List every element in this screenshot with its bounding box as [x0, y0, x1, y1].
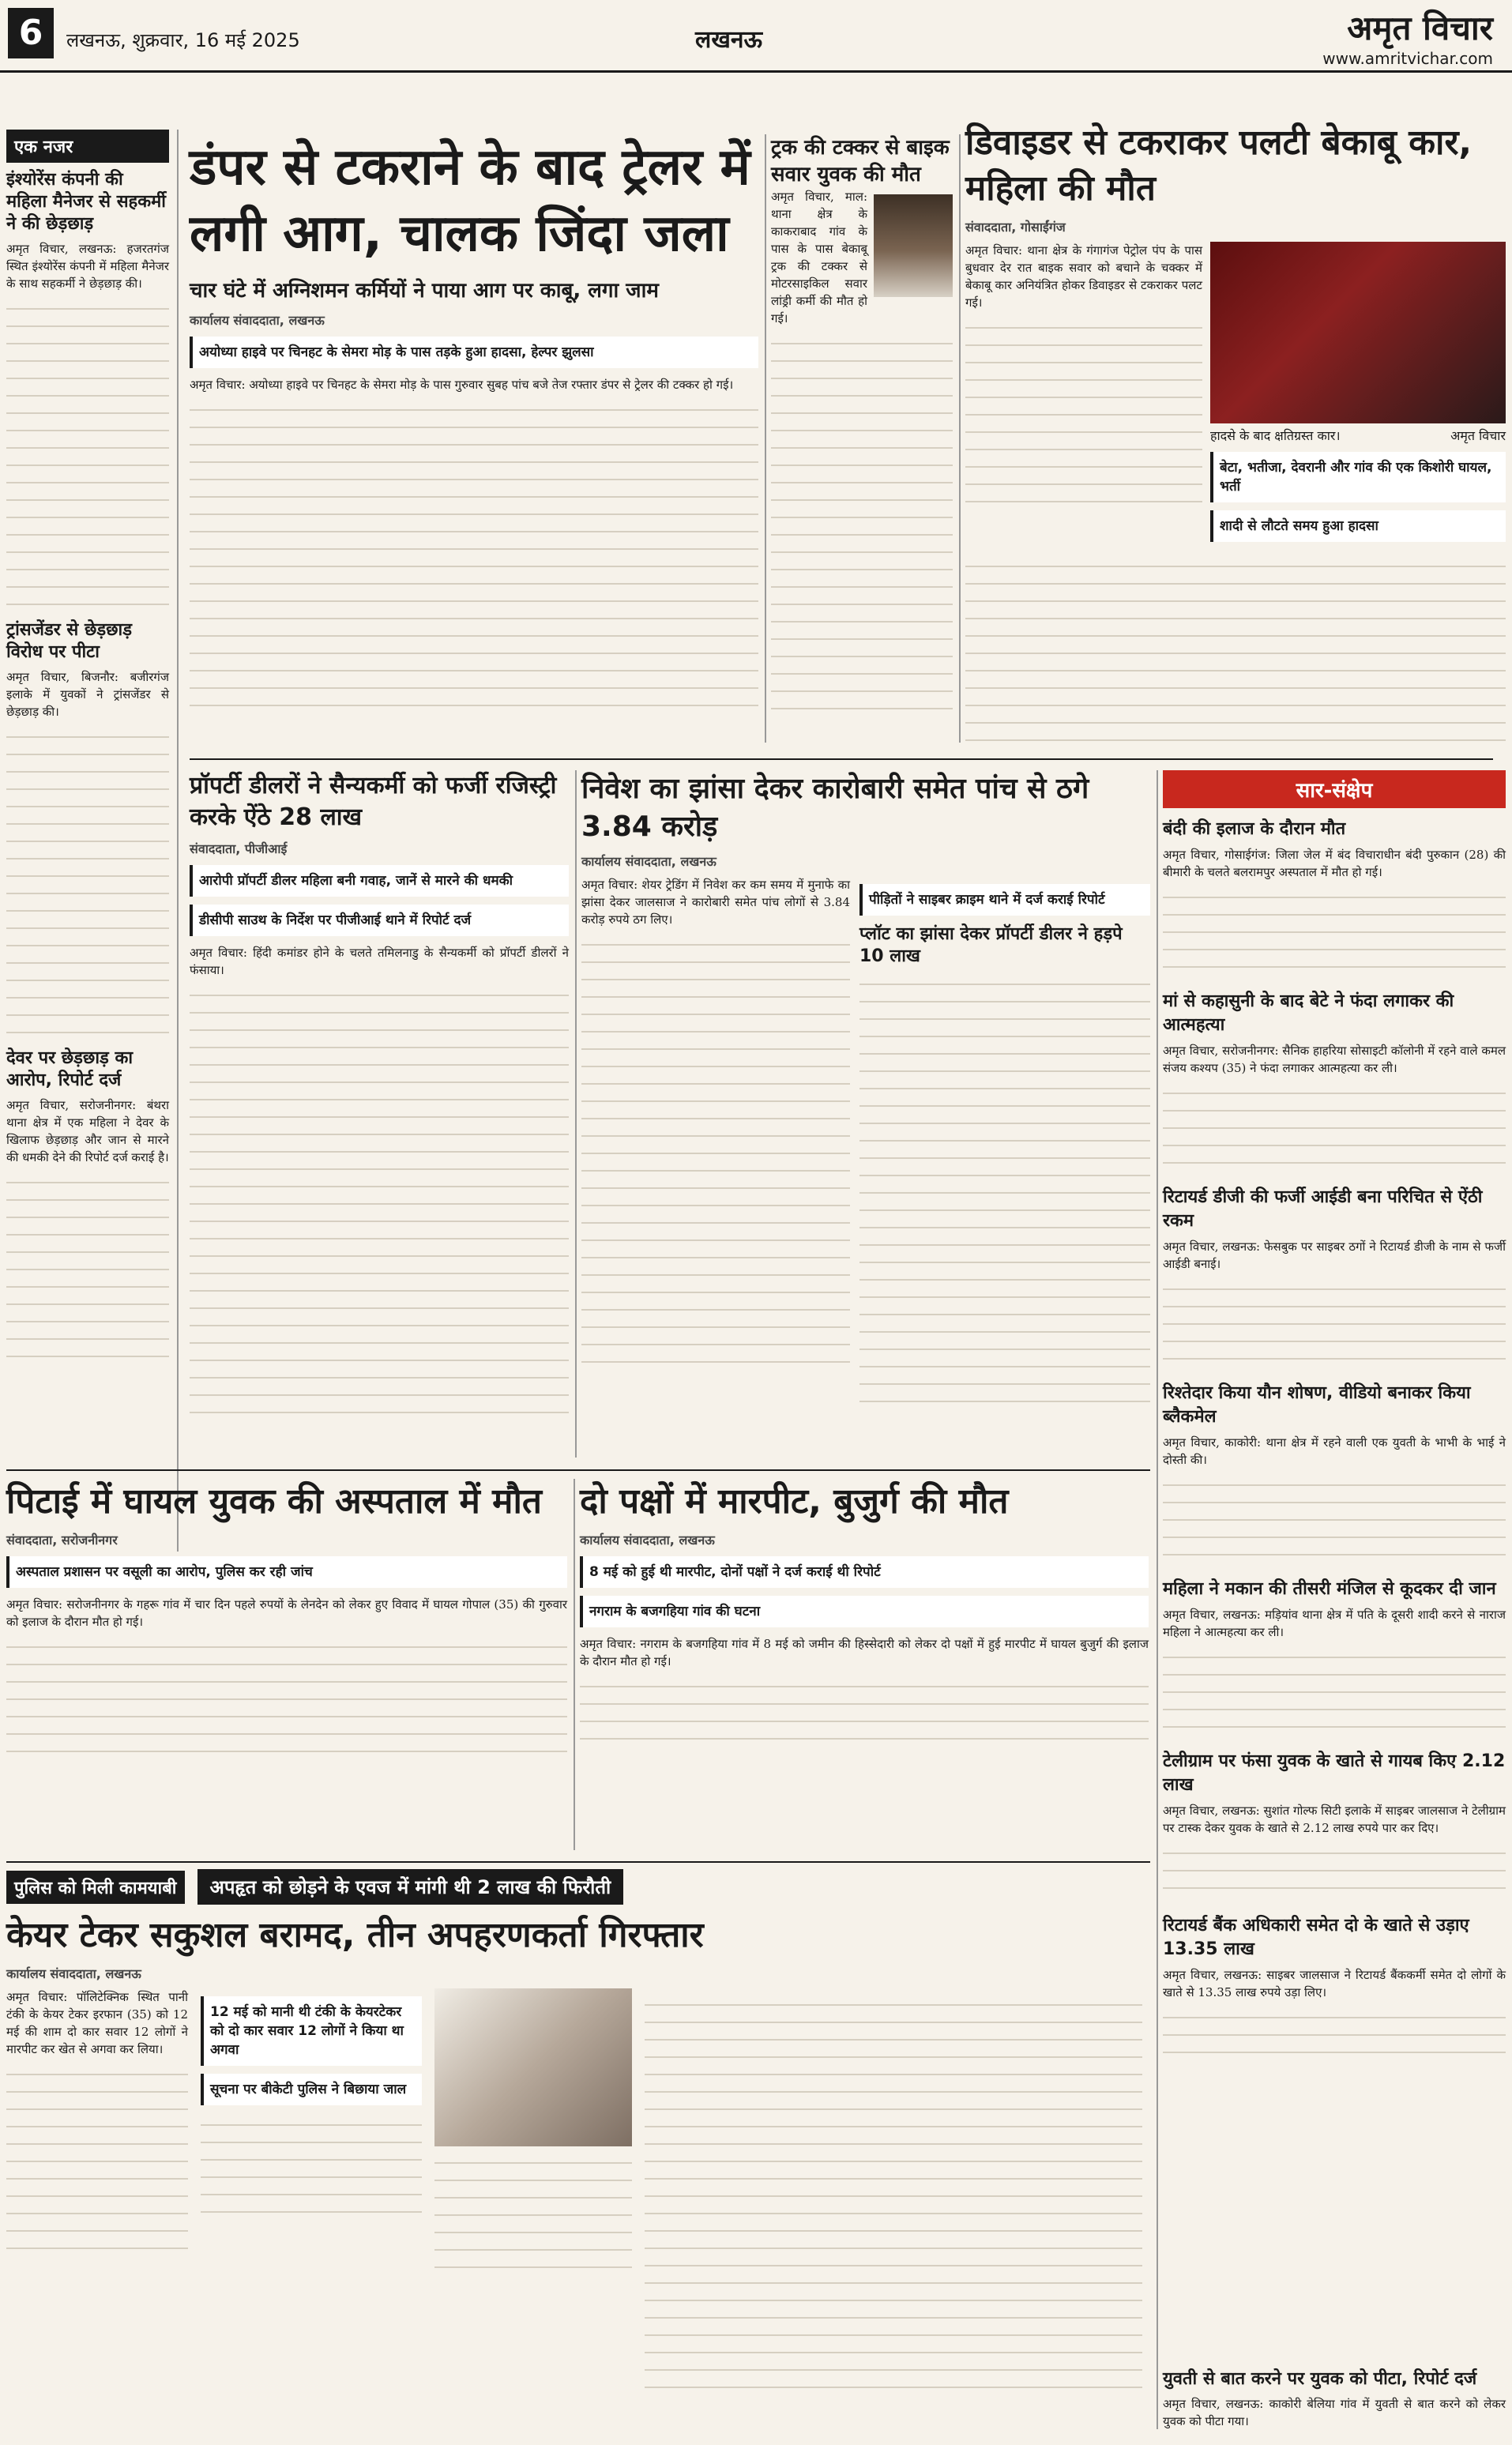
- lead-byline: कार्यालय संवाददाता, लखनऊ: [190, 313, 325, 328]
- sar-item-title: महिला ने मकान की तीसरी मंजिल से कूदकर दी जान: [1163, 1579, 1496, 1599]
- caretaker-story: [6, 1869, 1150, 2388]
- investment-body: अमृत विचार: शेयर ट्रेडिंग में निवेश कर कम समय में मुनाफे का झांसा देकर जालसाज ने कारोबारी समेत पांच लोगों से 3.84 करोड़ रुपये ठग लिए।: [581, 878, 850, 927]
- sar-item-title: रिश्तेदार किया यौन शोषण, वीडियो बनाकर किया ब्लैकमेल: [1163, 1383, 1471, 1427]
- property-body-lines: [190, 984, 569, 1426]
- caretaker-sidebar-2: सूचना पर बीकेटी पुलिस ने बिछाया जाल: [201, 2074, 422, 2105]
- beating-sidebar: अस्पताल प्रशासन पर वसूली का आरोप, पुलिस कर रही जांच: [6, 1556, 567, 1588]
- brief-lead: अमृत विचार, सरोजनीनगर: बंथरा थाना क्षेत्र में एक महिला ने देवर के खिलाफ छेड़छाड़ और जान से मारने की धमकी देने की रिपोर्ट दर्ज कराई है।: [6, 1098, 169, 1164]
- dateline: लखनऊ, शुक्रवार, 16 मई 2025: [66, 29, 300, 51]
- page-number: 6: [8, 8, 54, 58]
- city-label: लखनऊ: [695, 26, 763, 54]
- beating-body-lines: [6, 1635, 567, 1754]
- row-rule: [6, 1861, 1150, 1863]
- property-headline: प्रॉपर्टी डीलरों ने सैन्यकर्मी को फर्जी रजिस्ट्री करके ऐंठे 28 लाख: [190, 772, 557, 831]
- divider-byline: संवाददाता, गोसाईंगंज: [965, 220, 1066, 235]
- lead-body: अमृत विचार: अयोध्या हाइवे पर चिनहट के सेमरा मोड़ के पास गुरुवार सुबह पांच बजे तेज रफ्तार डंपर से ट्रेलर की टक्कर हो गई।: [190, 378, 734, 392]
- caretaker-headline: केयर टेकर सकुशल बरामद, तीन अपहरणकर्ता गिरफ्तार: [6, 1915, 704, 1955]
- investment-col: [581, 876, 850, 1415]
- lead-body-lines: [190, 398, 758, 714]
- caretaker-photo-col: [434, 1988, 632, 2388]
- brief-body: [6, 297, 169, 613]
- youth-body: अमृत विचार, लखनऊ: काकोरी बेलिया गांव में युवती से बात करने को लेकर युवक को पीटा गया।: [1163, 2397, 1506, 2428]
- photo-caption: हादसे के बाद क्षतिग्रस्त कार।: [1210, 428, 1341, 443]
- youth-brief: [1163, 2362, 1506, 2430]
- divider-top: [965, 242, 1506, 550]
- divider-body-lines: [965, 316, 1202, 506]
- divider-body-col: [965, 242, 1202, 550]
- beating-story: [6, 1479, 567, 1754]
- brief-lead: अमृत विचार, लखनऊ: हजरतगंज स्थित इंश्योरेंस कंपनी में महिला मैनेजर के साथ सहकर्मी ने छेड़छाड़ की।: [6, 242, 169, 291]
- bike-story: [771, 134, 953, 711]
- brand-logo: अमृत विचार: [1347, 9, 1493, 47]
- sar-item-lead: अमृत विचार, सरोजनीनगर: सैनिक हाहरिया सोसाइटी कॉलोनी में रहने वाले कमल संजय कश्यप (35) ने फंदा लगाकर आत्महत्या कर ली।: [1163, 1044, 1506, 1075]
- brief-title: ट्रांसजेंडर से छेड़छाड़ विरोध पर पीटा: [6, 620, 133, 662]
- sar-item-body: [1163, 1473, 1506, 1568]
- sar-item-lead: अमृत विचार, काकोरी: थाना क्षेत्र में रहने वाली एक युवती के भाभी के भाई ने दोस्ती की।: [1163, 1435, 1506, 1467]
- clash-body: अमृत विचार: नगराम के बजगहिया गांव में 8 मई को जमीन की हिस्सेदारी को लेकर दो पक्षों में हुई मारपीट में घायल बुजुर्ग की इलाज के दौरान मौत हो गई।: [580, 1637, 1149, 1668]
- left-column: [6, 130, 179, 1552]
- column-rule: [574, 1479, 575, 1850]
- investment-body-row: [581, 876, 1150, 1415]
- investment-side-col: [859, 876, 1150, 1415]
- caretaker-body-lines: [201, 2113, 422, 2224]
- beating-headline: पिटाई में घायल युवक की अस्पताल में मौत: [6, 1481, 542, 1522]
- clash-sidebar-2: नगराम के बजगहिया गांव की घटना: [580, 1596, 1149, 1627]
- plot-body-lines: [859, 972, 1150, 1415]
- lead-deck: चार घंटे में अग्निशमन कर्मियों ने पाया आग पर काबू, लगा जाम: [190, 279, 659, 303]
- sar-item-title: बंदी की इलाज के दौरान मौत: [1163, 819, 1346, 839]
- investment-body-lines: [581, 933, 850, 1375]
- row-rule: [190, 758, 1493, 760]
- divider-headline: डिवाइडर से टकराकर पलटी बेकाबू कार, महिला की मौत: [965, 122, 1473, 209]
- site-url[interactable]: www.amritvichar.com: [1322, 49, 1493, 68]
- sar-item-body: [1163, 886, 1506, 980]
- divider-photo-col: [1210, 242, 1506, 550]
- photo-caption-row: [1210, 423, 1506, 444]
- caretaker-sidebar-1: 12 मई को मानी थी टंकी के केयरटेकर को दो कार सवार 12 लोगों ने किया था अगवा: [201, 1996, 422, 2066]
- sar-item-lead: अमृत विचार, लखनऊ: सुशांत गोल्फ सिटी इलाके में साइबर जालसाज ने टेलीग्राम पर टास्क देकर युवक के खाते से 2.12 लाख रुपये पार कर दिए।: [1163, 1804, 1506, 1835]
- caretaker-banner: अपहृत को छोड़ने के एवज में मांगी थी 2 लाख की फिरौती: [197, 1869, 624, 1905]
- handcuffs-photo: [434, 1988, 632, 2146]
- row-rule: [6, 1469, 1150, 1471]
- sar-item-title: मां से कहासुनी के बाद बेटे ने फंदा लगाकर की आत्महत्या: [1163, 991, 1454, 1035]
- sar-item-body: [1163, 1081, 1506, 1176]
- caretaker-side-col: [201, 1988, 422, 2388]
- bike-body-lines: [771, 332, 953, 711]
- caretaker-body: अमृत विचार: पॉलिटेक्निक स्थित पानी टंकी के केयर टेकर इरफान (35) को 12 मई की शाम दो कार सवार 12 लोगों ने मारपीट कर खेत से अगवा कर लिया।: [6, 1990, 188, 2056]
- caretaker-body-row: [6, 1988, 1150, 2388]
- clash-story: [580, 1479, 1149, 1746]
- property-story: [190, 770, 569, 1426]
- clash-sidebar-1: 8 मई को हुई थी मारपीट, दोनों पक्षों ने दर्ज कराई थी रिपोर्ट: [580, 1556, 1149, 1588]
- caretaker-kicker: पुलिस को मिली कामयाबी: [6, 1871, 185, 1904]
- divider-story: [965, 120, 1506, 744]
- property-byline: संवाददाता, पीजीआई: [190, 841, 288, 856]
- lead-story: [190, 134, 758, 714]
- brief-title: देवर पर छेड़छाड़ का आरोप, रिपोर्ट दर्ज: [6, 1048, 134, 1090]
- brief-title: इंश्योरेंस कंपनी की महिला मैनेजर से सहकर्मी ने की छेड़छाड़: [6, 170, 166, 234]
- clash-headline: दो पक्षों में मारपीट, बुजुर्ग की मौत: [580, 1481, 1009, 1522]
- sar-item-body: [1163, 2006, 1506, 2069]
- investment-story: [581, 770, 1150, 1415]
- lead-sidebar: अयोध्या हाइवे पर चिनहट के सेमरा मोड़ के पास तड़के हुआ हादसा, हेल्पर झुलसा: [190, 337, 758, 368]
- sar-item-lead: अमृत विचार, लखनऊ: साइबर जालसाज ने रिटायर्ड बैंककर्मी समेत दो लोगों के खाते से 13.35 लाख रुपये उड़ा लिए।: [1163, 1968, 1506, 1999]
- divider-sidebar-2: शादी से लौटते समय हुआ हादसा: [1210, 510, 1506, 542]
- photo-credit: अमृत विचार: [1450, 428, 1506, 443]
- column-rule: [575, 770, 577, 1458]
- beating-body: अमृत विचार: सरोजनीनगर के गहरू गांव में चार दिन पहले रुपयों के लेनदेन को लेकर हुए विवाद में घायल गोपाल (35) की गुरुवार को इलाज के दौरान मौत हो गई।: [6, 1597, 567, 1629]
- beating-byline: संवाददाता, सरोजनीनगर: [6, 1533, 118, 1548]
- caretaker-byline: कार्यालय संवाददाता, लखनऊ: [6, 1966, 141, 1981]
- investment-headline: निवेश का झांसा देकर कारोबारी समेत पांच से ठगे 3.84 करोड़: [581, 773, 1089, 843]
- ek-nazar-label: एक नजर: [6, 130, 169, 163]
- divider-body-lines: [965, 555, 1506, 744]
- sar-sankshep: [1163, 770, 1506, 2069]
- divider-sidebar-1: बेटा, भतीजा, देवरानी और गांव की एक किशोरी घायल, भर्ती: [1210, 452, 1506, 502]
- caretaker-more-cols: [645, 1988, 1142, 2388]
- caretaker-body-lines: [645, 1993, 1142, 2388]
- masthead: [0, 0, 1512, 73]
- sar-item-lead: अमृत विचार, गोसाईगंज: जिला जेल में बंद विचाराधीन बंदी पुरुकान (28) की बीमारी के चलते बलरामपुर अस्पताल में मौत हो गई।: [1163, 848, 1506, 879]
- clash-byline: कार्यालय संवाददाता, लखनऊ: [580, 1533, 715, 1548]
- property-sidebar-1: आरोपी प्रॉपर्टी डीलर महिला बनी गवाह, जानें से मारने की धमकी: [190, 865, 569, 897]
- property-sidebar-2: डीसीपी साउथ के निर्देश पर पीजीआई थाने में रिपोर्ट दर्ज: [190, 905, 569, 936]
- lead-headline: डंपर से टकराने के बाद ट्रेलर में लगी आग, चालक जिंदा जला: [190, 138, 750, 263]
- caretaker-col: [6, 1988, 188, 2388]
- sar-item-title: रिटायर्ड बैंक अधिकारी समेत दो के खाते से उड़ाए 13.35 लाख: [1163, 1916, 1469, 1959]
- youth-headline: युवती से बात करने पर युवक को पीटा, रिपोर्ट दर्ज: [1163, 2369, 1477, 2389]
- sar-item-body: [1163, 1277, 1506, 1372]
- brief-lead: अमृत विचार, बिजनौर: बजीरगंज इलाके में युवकों ने ट्रांसजेंडर से छेड़छाड़ की।: [6, 670, 169, 719]
- caretaker-body-lines: [434, 2151, 632, 2278]
- property-body: अमृत विचार: हिंदी कमांडर होने के चलते तमिलनाडु के सैन्यकर्मी को प्रॉपर्टी डीलरों ने फंसाया।: [190, 946, 569, 977]
- caretaker-body-lines: [6, 2063, 188, 2252]
- victim-photo: [874, 194, 953, 297]
- sar-item-lead: अमृत विचार, लखनऊ: मड़ियांव थाना क्षेत्र में पति के दूसरी शादी करने से नाराज महिला ने आत्महत्या कर ली।: [1163, 1608, 1506, 1639]
- column-rule: [765, 134, 766, 743]
- brief-body: [6, 1171, 169, 1360]
- bike-headline: ट्रक की टक्कर से बाइक सवार युवक की मौत: [771, 136, 950, 186]
- column-rule: [959, 134, 961, 743]
- sar-item-lead: अमृत विचार, लखनऊ: फेसबुक पर साइबर ठगों ने रिटायर्ड डीजी के नाम से फर्जी आईडी बनाई।: [1163, 1239, 1506, 1271]
- investment-byline: कार्यालय संवाददाता, लखनऊ: [581, 854, 717, 869]
- caretaker-top: [6, 1869, 1150, 1905]
- sar-sankshep-header: सार-संक्षेप: [1163, 770, 1506, 808]
- bike-body: अमृत विचार, माल: थाना क्षेत्र के काकराबाद गांव के पास के पास बेकाबू ट्रक की टक्कर से मोटरसाइकिल सवार लांड्री कर्मी की मौत हो गई।: [771, 190, 867, 325]
- sar-item-body: [1163, 1841, 1506, 1905]
- sar-item-title: टेलीग्राम पर फंसा युवक के खाते से गायब किए 2.12 लाख: [1163, 1751, 1506, 1795]
- divider-body: अमृत विचार: थाना क्षेत्र के गंगागंज पेट्रोल पंप के पास बुधवार देर रात बाइक सवार को बचाने के चक्कर में बेकाबू कार अनियंत्रित होकर डिवाइडर से टकराकर पलट गई।: [965, 243, 1202, 310]
- clash-body-lines: [580, 1675, 1149, 1746]
- sar-item-title: रिटायर्ड डीजी की फर्जी आईडी बना परिचित से ऐंठी रकम: [1163, 1187, 1483, 1231]
- sar-item-body: [1163, 1646, 1506, 1740]
- crash-photo: [1210, 242, 1506, 423]
- investment-sidebar: पीड़ितों ने साइबर क्राइम थाने में दर्ज कराई रिपोर्ट: [859, 884, 1150, 916]
- brief-body: [6, 725, 169, 1041]
- plot-headline: प्लॉट का झांसा देकर प्रॉपर्टी डीलर ने हड़पे 10 लाख: [859, 924, 1123, 966]
- column-rule: [1157, 770, 1158, 2429]
